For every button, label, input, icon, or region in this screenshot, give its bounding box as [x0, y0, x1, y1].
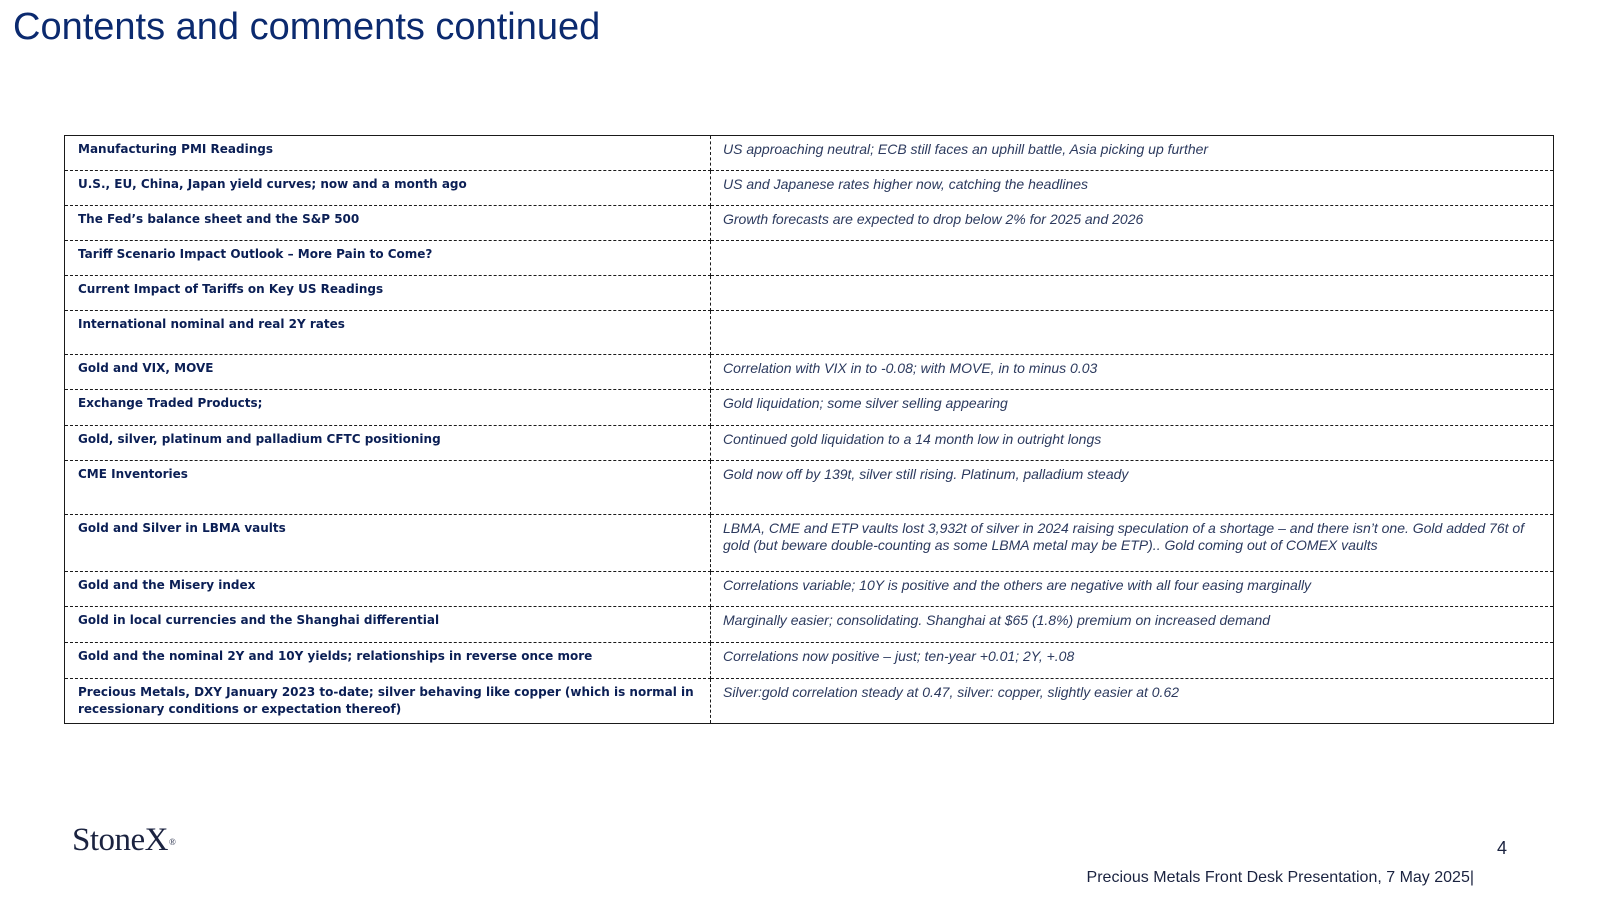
comment-cell	[711, 607, 1554, 643]
comment-text: Correlation with VIX in to -0.08; with MOVE, in to minus 0.03	[723, 360, 1098, 376]
table-row	[65, 515, 1554, 572]
comment-cell	[711, 206, 1554, 241]
table-row	[65, 679, 1554, 724]
topic-cell	[65, 276, 711, 311]
table-row	[65, 171, 1554, 206]
topic-cell	[65, 515, 711, 572]
topic-cell	[65, 643, 711, 679]
comment-cell	[711, 136, 1554, 171]
comment-cell	[711, 515, 1554, 572]
contents-table	[64, 135, 1554, 724]
table-row	[65, 572, 1554, 607]
topic-cell	[65, 572, 711, 607]
comment-cell	[711, 311, 1554, 355]
topic-cell	[65, 390, 711, 426]
comment-text: Gold liquidation; some silver selling appearing	[723, 395, 1008, 411]
topic-cell	[65, 679, 711, 724]
comment-cell	[711, 461, 1554, 515]
comment-cell	[711, 426, 1554, 461]
table-row	[65, 390, 1554, 426]
comment-text: Correlations now positive – just; ten-year +0.01; 2Y, +.08	[723, 648, 1075, 664]
table-row	[65, 311, 1554, 355]
table-row	[65, 276, 1554, 311]
comment-cell	[711, 355, 1554, 390]
comment-text: Correlations variable; 10Y is positive and the others are negative with all four easing marginally	[723, 577, 1312, 593]
stonex-logo	[72, 822, 175, 858]
topic-text: Current Impact of Tariffs on Key US Readings	[78, 282, 384, 296]
comment-text: Silver:gold correlation steady at 0.47, silver: copper, slightly easier at 0.62	[723, 684, 1180, 700]
topic-cell	[65, 355, 711, 390]
topic-text: Gold and the nominal 2Y and 10Y yields; relationships in reverse once more	[78, 649, 593, 663]
topic-cell	[65, 171, 711, 206]
topic-cell	[65, 311, 711, 355]
comment-text: US and Japanese rates higher now, catching the headlines	[723, 176, 1089, 192]
page-number: 4	[1497, 838, 1508, 858]
comment-cell	[711, 390, 1554, 426]
comment-text: US approaching neutral; ECB still faces an uphill battle, Asia picking up further	[723, 141, 1209, 157]
comment-cell	[711, 679, 1554, 724]
table-row	[65, 643, 1554, 679]
comment-text: Marginally easier; consolidating. Shanghai at $65 (1.8%) premium on increased demand	[723, 612, 1271, 628]
comment-cell	[711, 276, 1554, 311]
topic-cell	[65, 607, 711, 643]
comment-cell	[711, 171, 1554, 206]
comment-text: LBMA, CME and ETP vaults lost 3,932t of silver in 2024 raising speculation of a shortage – and there isn’t one. Gold added 76t of gold (but beware double-counting as some LBMA metal may be ETP).. Gold coming out of COMEX vaults	[723, 520, 1525, 553]
comment-text: Growth forecasts are expected to drop below 2% for 2025 and 2026	[723, 211, 1144, 227]
table-row	[65, 136, 1554, 171]
topic-text: Gold and the Misery index	[78, 578, 256, 592]
table-row	[65, 206, 1554, 241]
table-row	[65, 426, 1554, 461]
comment-text: Continued gold liquidation to a 14 month low in outright longs	[723, 431, 1102, 447]
topic-cell	[65, 136, 711, 171]
comment-cell	[711, 241, 1554, 276]
topic-text: Exchange Traded Products;	[78, 396, 263, 410]
registered-mark: ®	[169, 837, 176, 847]
topic-text: Precious Metals, DXY January 2023 to-date; silver behaving like copper (which is normal in recessionary conditions or expectation thereof)	[78, 685, 694, 716]
topic-text: Gold and Silver in LBMA vaults	[78, 521, 286, 535]
comment-cell	[711, 572, 1554, 607]
topic-text: Tariff Scenario Impact Outlook – More Pain to Come?	[78, 247, 433, 261]
comment-cell	[711, 643, 1554, 679]
topic-text: The Fed’s balance sheet and the S&P 500	[78, 212, 360, 226]
topic-text: CME Inventories	[78, 467, 188, 481]
topic-cell	[65, 426, 711, 461]
comment-text: Gold now off by 139t, silver still rising. Platinum, palladium steady	[723, 466, 1129, 482]
topic-text: Manufacturing PMI Readings	[78, 142, 274, 156]
table-row	[65, 607, 1554, 643]
table-row	[65, 241, 1554, 276]
topic-text: Gold in local currencies and the Shanghai differential	[78, 613, 440, 627]
footer-text: Precious Metals Front Desk Presentation, 7 May 2025|	[1086, 869, 1474, 886]
topic-cell	[65, 241, 711, 276]
topic-text: U.S., EU, China, Japan yield curves; now and a month ago	[78, 177, 467, 191]
topic-cell	[65, 206, 711, 241]
topic-text: Gold, silver, platinum and palladium CFTC positioning	[78, 432, 441, 446]
topic-text: Gold and VIX, MOVE	[78, 361, 214, 375]
logo-wordmark: StoneX	[72, 822, 168, 858]
topic-text: International nominal and real 2Y rates	[78, 317, 345, 331]
table-row	[65, 355, 1554, 390]
page-title: Contents and comments continued	[13, 6, 601, 48]
table-row	[65, 461, 1554, 515]
topic-cell	[65, 461, 711, 515]
